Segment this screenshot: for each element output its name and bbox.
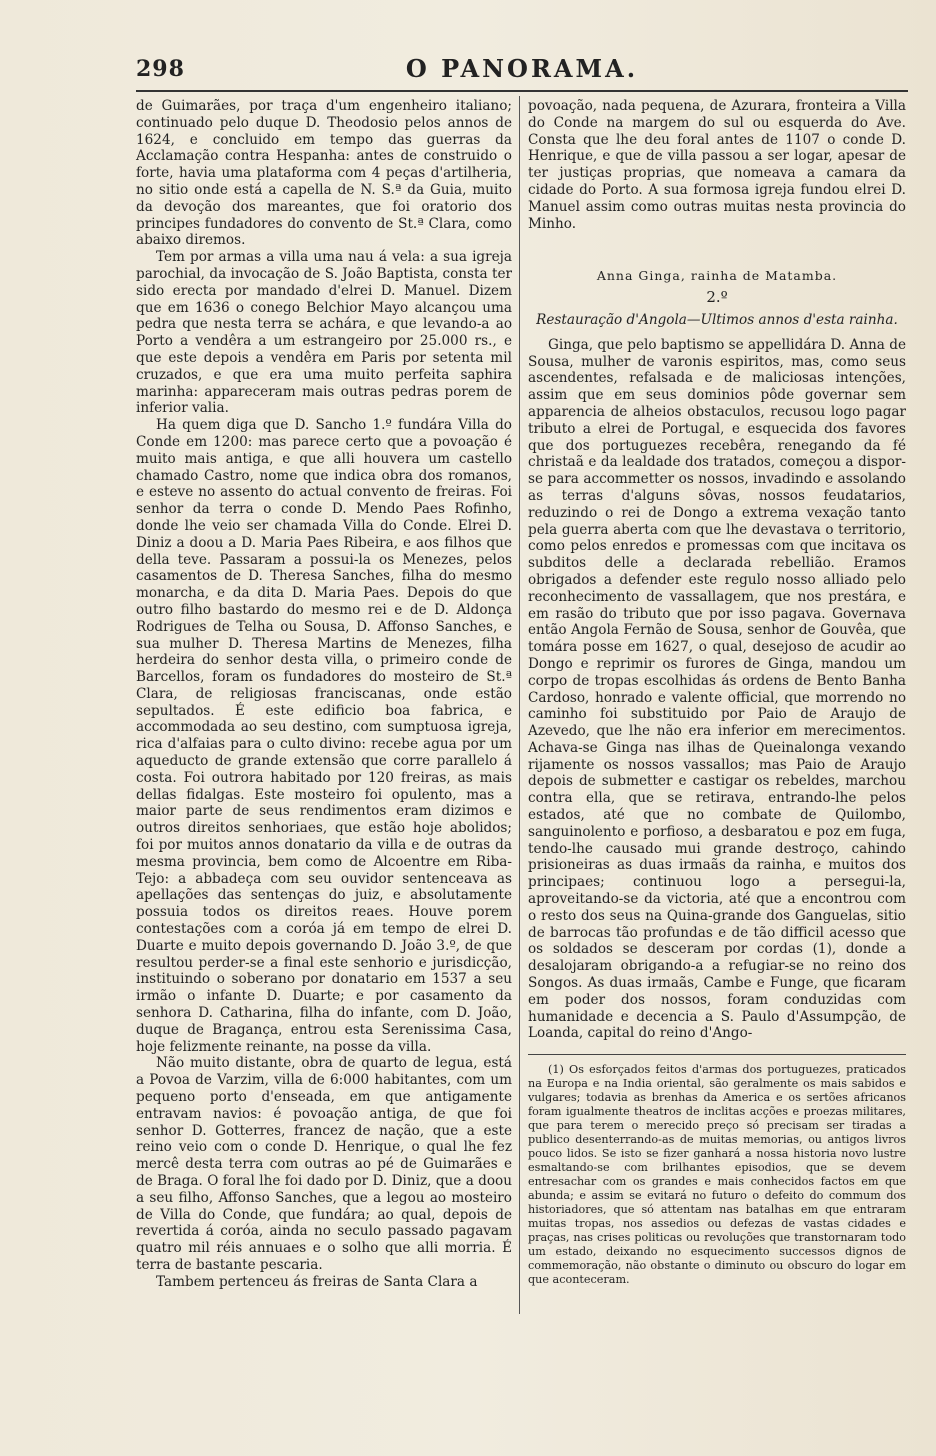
right-column (528, 98, 906, 1287)
header-rule (136, 90, 908, 92)
footnote: (1) Os esforçados feitos d'armas dos portuguezes, praticados na Europa e na India oriental, são geralmente os mais sabidos e vulgares; todavia as brenhas da America e os sertões africanos foram igualmente theatros de inclitas acções e proezas militares, que para terem o merecido preço só precisam ser tiradas a publico desenterrando-as de muitas memorias, ou antigos livros pouco lidos. Se isto se fizer ganhará a nossa historia novo lustre esmaltando-se com brilhantes episodios, que se devem entresachar com os grandes e mais conhecidos factos em que abunda; e assim se evitará no futuro o defeito do commum dos historiadores, que só attentam nas batalhas em que entraram muitas tropas, nos assedios ou defezas de vastas cidades e praças, nas crises politicas ou revoluções que transtornaram todo um estado, deixando no esquecimento successos dignos de commemoração, não obstante o diminuto ou obscuro do logar em que aconteceram. (528, 1063, 906, 1287)
left-column (136, 98, 512, 1291)
article-number: 2.º (706, 288, 728, 307)
paragraph: Tambem pertenceu ás freiras de Santa Clara a (156, 1273, 478, 1290)
page-number: 298 (136, 56, 185, 82)
paragraph: Não muito distante, obra de quarto de legua, está a Povoa de Varzim, villa de 6:000 habitantes, com um pequeno porto d'enseada, em que antigamente entravam navios: é povoação antiga, de que foi senhor D. Gotterres, francez de nação, que a este reino veio com o conde D. Henrique, o qual lhe fez mercê desta terra com outras ao pé de Guimarães e de Braga. O foral lhe foi dado por D. Diniz, que a doou a seu filho, Affonso Sanches, que a legou ao mosteiro de Villa do Conde, que fundára; ao qual, depois de revertida á coróa, ainda no seculo passado pagavam quatro mil réis annuaes e o solho que alli morria. É terra de bastante pescaria. (136, 1055, 512, 1273)
paragraph: Ginga, que pelo baptismo se appellidára D. Anna de Sousa, mulher de varonis espiritos, mas, como seus ascendentes, refalsada e de maliciosas intenções, assim que em seus dominios pôde governar sem apparencia de alheios obstaculos, recusou logo pagar tributo a elrei de Portugal, e esquecida dos favores que dos portuguezes recebêra, renegando da fé christaã e da lealdade dos tratados, começou a dispor-se para accommetter os nossos, invadindo e assolando as terras d'alguns sôvas, nossos feudatarios, reduzindo o rei de Dongo a extrema vexação tanto pela guerra aberta com que lhe devastava o territorio, como pelos enredos e promessas com que incitava os subditos delle a declarada rebellião. Eramos obrigados a defender este regulo nosso alliado pelo reconhecimento de vassallagem, que nos prestára, e em rasão do tributo que por isso pagava. Governava então Angola Fernão de Sousa, senhor de Gouvêa, que tomára posse em 1627, o qual, desejoso de acudir ao Dongo e reprimir os furores de Ginga, mandou um corpo de tropas escolhidas ás ordens de Bento Banha Cardoso, honrado e valente official, que morrendo no caminho foi substituido por Paio de Araujo de Azevedo, que lhe não era inferior em merecimentos. Achava-se Ginga nas ilhas de Queinalonga vexando rijamente os nossos vassallos; mas Paio de Araujo depois de submetter e castigar os rebeldes, marchou contra ella, que se retirava, entrando-lhe pelos estados, até que no combate de Quilombo, sanguinolento e porfioso, a desbaratou e poz em fuga, tendo-lhe causado mui grande destroço, cahindo prisioneiras as duas irmaãs da rainha, e muitos dos principaes; continuou logo a persegui-la, aproveitando-se da victoria, até que a encontrou com o resto dos seus na Quina-grande dos Ganguelas, sitio de barrocas tão profundas e de tão difficil acesso que os soldados se desceram por cordas (1), donde a desalojaram obrigando-a a refugiar-se no reino dos Songos. As duas irmaãs, Cambe e Funge, que ficaram em poder dos nossos, foram conduzidas com humanidade e decencia a S. Paulo d'Assumpção, de Loanda, capital do reino d'Ango- (528, 336, 906, 1042)
paragraph: Tem por armas a villa uma nau á vela: a sua igreja parochial, da invocação de S. João Baptista, consta ter sido erecta por mandado d'elrei D. Manuel. Dizem que em 1636 o conego Belchior Mayo alcançou uma pedra que nesta terra se achára, e que levando-a ao Porto a vendêra a um estrangeiro por 25.000 rs., e que este depois a vendêra em Paris por setenta mil cruzados, e que era uma muito perfeita saphira marinha: appareceram mais outras pedras porem de inferior valia. (136, 249, 512, 417)
column-divider (519, 96, 520, 1314)
footnote-rule (528, 1054, 906, 1055)
article-subtitle: Restauração d'Angola—Ultimos annos d'esta rainha. (536, 311, 898, 328)
article-title: Anna Ginga, rainha de Matamba. (596, 268, 838, 284)
continuation-paragraph: povoação, nada pequena, de Azurara, fronteira a Villa do Conde na margem do sul ou esquerda do Ave. Consta que lhe deu foral antes de 1107 o conde D. Henrique, e que de villa passou a ser logar, apesar de ter justiças proprias, que nomeava a camara da cidade do Porto. A sua formosa igreja fundou elrei D. Manuel assim como outras muitas nesta provincia do Minho. (528, 98, 906, 232)
running-title: O PANORAMA. (405, 54, 639, 83)
paragraph: Ha quem diga que D. Sancho 1.º fundára Villa do Conde em 1200: mas parece certo que a povoação é muito mais antiga, e que alli houvera um castello chamado Castro, nome que indica obra dos romanos, e esteve no assento do actual convento de freiras. Foi senhor da terra o conde D. Mendo Paes Rofinho, donde lhe veio ser chamada Villa do Conde. Elrei D. Diniz a doou a D. Maria Paes Ribeira, e aos filhos que della teve. Passaram a possui-la os Menezes, pelos casamentos de D. Theresa Sanches, filha do mesmo monarcha, e da dita D. Maria Paes. Depois do que outro filho bastardo do mesmo rei e de D. Aldonça Rodrigues de Telha ou Sousa, D. Affonso Sanches, e sua mulher D. Theresa Martins de Menezes, filha herdeira do senhor desta villa, o primeiro conde de Barcellos, foram os fundadores do mosteiro de St.ª Clara, de religiosas franciscanas, onde estão sepultados. É este edificio boa fabrica, e accommodada ao seu destino, com sumptuosa igreja, rica d'alfaias para o culto divino: recebe agua por um aqueducto de grande extensão que corre parallelo á costa. Foi outrora habitado por 120 freiras, as mais dellas fidalgas. Este mosteiro foi opulento, mas a maior parte de seus rendimentos eram dizimos e outros direitos senhoriaes, que estão hoje abolidos; foi por muitos annos donatario da villa e de outras da mesma provincia, bem como de Alcoentre em Riba-Tejo: a abbadeça com seu ouvidor sentenceava as apellações das sentenças do juiz, e absolutamente possuia todos os direitos reaes. Houve porem contestações com a coróa já em tempo de elrei D. Duarte e muito depois governando D. João 3.º, de que resultou perder-se a final este senhorio e jurisdicção, instituindo o soberano por donatario em 1537 a seu irmão o infante D. Duarte; e por casamento da senhora D. Catharina, filha do infante, com D. João, duque de Bragança, entrou esta Serenissima Casa, hoje felizmente reinante, na posse da villa. (136, 417, 512, 1055)
paragraph: de Guimarães, por traça d'um engenheiro italiano; continuado pelo duque D. Theodosio pelos annos de 1624, e concluido em tempo das guerras da Acclamação contra Hespanha: antes de construido o forte, havia uma plataforma com 4 peças d'artilheria, no sitio onde está a capella de N. S.ª da Guia, muito da devoção dos mareantes, que foi oratorio dos principes fundadores do convento de St.ª Clara, como abaixo diremos. (136, 98, 512, 249)
page-header (136, 52, 908, 86)
